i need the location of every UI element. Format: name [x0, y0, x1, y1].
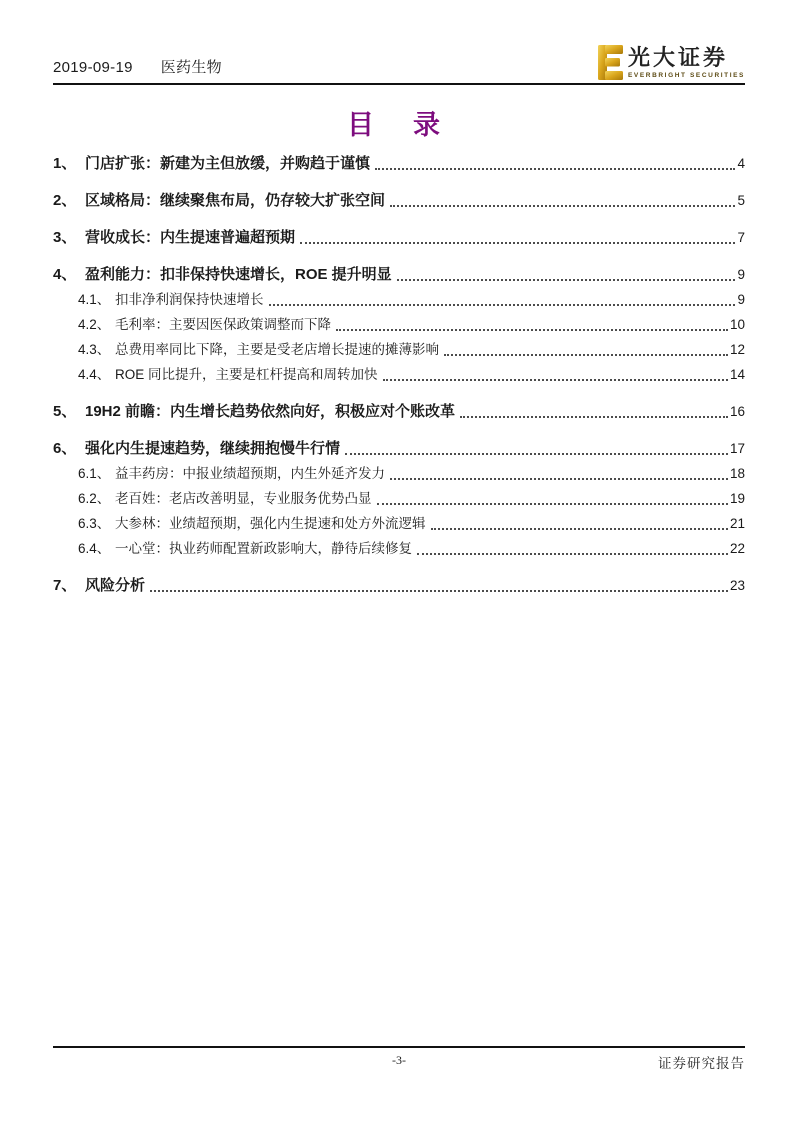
toc-item[interactable]	[53, 364, 745, 385]
toc-item-page: 21	[729, 516, 745, 531]
toc-item-page: 10	[729, 317, 745, 332]
dot-leader	[390, 478, 728, 480]
toc-item-number: 7、	[53, 577, 77, 594]
toc-item[interactable]	[53, 513, 745, 534]
dot-leader	[383, 379, 728, 381]
toc-item-page: 22	[729, 541, 745, 556]
dot-leader	[397, 279, 736, 281]
toc-item[interactable]	[53, 339, 745, 360]
dot-leader	[390, 205, 735, 207]
toc-item[interactable]	[53, 227, 745, 248]
toc-item-page: 4	[737, 156, 745, 171]
toc-item[interactable]	[53, 575, 745, 596]
toc-item-label: 扣非净利润保持快速增长	[115, 292, 264, 307]
toc-item-label: 营收成长：内生提速普遍超预期	[85, 229, 296, 246]
toc-item-label: 强化内生提速趋势，继续拥抱慢牛行情	[85, 440, 341, 457]
toc-item-page: 19	[729, 491, 745, 506]
toc-item-number: 6、	[53, 440, 77, 457]
footer-report-type: 证券研究报告	[658, 1056, 745, 1071]
toc-item[interactable]	[53, 264, 745, 285]
toc-item-label: 总费用率同比下降，主要是受老店增长提速的摊薄影响	[115, 342, 439, 357]
dot-leader	[375, 168, 735, 170]
toc-item-page: 18	[729, 466, 745, 481]
toc-item[interactable]	[53, 438, 745, 459]
toc-item-label: 大参林：业绩超预期，强化内生提速和处方外流逻辑	[115, 516, 426, 531]
toc-item-number: 2、	[53, 192, 77, 209]
toc-list	[53, 137, 745, 596]
toc-item[interactable]	[53, 153, 745, 174]
page-footer	[53, 1046, 745, 1072]
toc-item-page: 9	[737, 267, 745, 282]
toc-item[interactable]	[53, 190, 745, 211]
dot-leader	[444, 354, 728, 356]
toc-item[interactable]	[53, 314, 745, 335]
toc-item-number: 6.3、	[78, 516, 111, 531]
dot-leader	[269, 304, 736, 306]
dot-leader	[300, 242, 735, 244]
toc-item-number: 6.2、	[78, 491, 111, 506]
logo-subtitle: EVERBRIGHT SECURITIES	[627, 72, 745, 79]
toc-item-page: 14	[729, 367, 745, 382]
toc-item[interactable]	[53, 488, 745, 509]
toc-item-number: 1、	[53, 155, 77, 172]
toc-item-label: 老百姓：老店改善明显，专业服务优势凸显	[115, 491, 372, 506]
toc-item-page: 9	[737, 292, 745, 307]
dot-leader	[417, 553, 728, 555]
toc-item[interactable]	[53, 538, 745, 559]
toc-item-number: 4.3、	[78, 342, 111, 357]
toc-item[interactable]	[53, 289, 745, 310]
toc-item-label: 区域格局：继续聚焦布局，仍存较大扩张空间	[85, 192, 386, 209]
toc-item-label: 风险分析	[85, 577, 146, 594]
toc-item-label: 一心堂：执业药师配置新政影响大，静待后续修复	[115, 541, 412, 556]
toc-item-number: 4.4、	[78, 367, 111, 382]
toc-item-number: 3、	[53, 229, 77, 246]
logo-text	[628, 45, 745, 79]
toc-item-label: 毛利率：主要因医保政策调整而下降	[115, 317, 331, 332]
toc-item[interactable]	[53, 401, 745, 422]
page-header	[53, 40, 745, 85]
toc-item-label: ROE 同比提升，主要是杠杆提高和周转加快	[115, 367, 378, 382]
dot-leader	[345, 453, 728, 455]
toc-item-number: 4.2、	[78, 317, 111, 332]
dot-leader	[336, 329, 728, 331]
header-meta	[53, 56, 222, 81]
toc-item-number: 4.1、	[78, 292, 111, 307]
toc-item-label: 益丰药房：中报业绩超预期，内生外延齐发力	[115, 466, 385, 481]
sector-label: 医药生物	[160, 59, 222, 76]
toc-item-label: 门店扩张：新建为主但放缓，并购趋于谨慎	[85, 155, 371, 172]
toc-item-page: 7	[737, 230, 745, 245]
report-date: 2019-09-19	[53, 59, 133, 76]
logo-brand-name: 光大证券	[627, 45, 728, 70]
toc-item-page: 12	[729, 342, 745, 357]
dot-leader	[460, 416, 728, 418]
toc-item[interactable]	[53, 463, 745, 484]
footer-page-number: -3-	[392, 1053, 406, 1067]
toc-item-page: 17	[729, 441, 745, 456]
toc-item-page: 5	[737, 193, 745, 208]
toc-item-number: 4、	[53, 266, 77, 283]
toc-item-label: 19H2 前瞻：内生增长趋势依然向好，积极应对个账改革	[85, 403, 456, 420]
dot-leader	[150, 590, 728, 592]
toc-heading: 目 录	[347, 110, 446, 140]
dot-leader	[377, 503, 728, 505]
dot-leader	[431, 528, 728, 530]
toc-item-number: 6.4、	[78, 541, 111, 556]
toc-item-number: 5、	[53, 403, 77, 420]
everbright-logo	[598, 45, 745, 81]
everbright-e-icon	[598, 45, 623, 80]
toc-item-page: 16	[729, 404, 745, 419]
toc-item-page: 23	[729, 578, 745, 593]
toc-item-label: 盈利能力：扣非保持快速增长，ROE 提升明显	[85, 266, 392, 283]
toc-item-number: 6.1、	[78, 466, 111, 481]
